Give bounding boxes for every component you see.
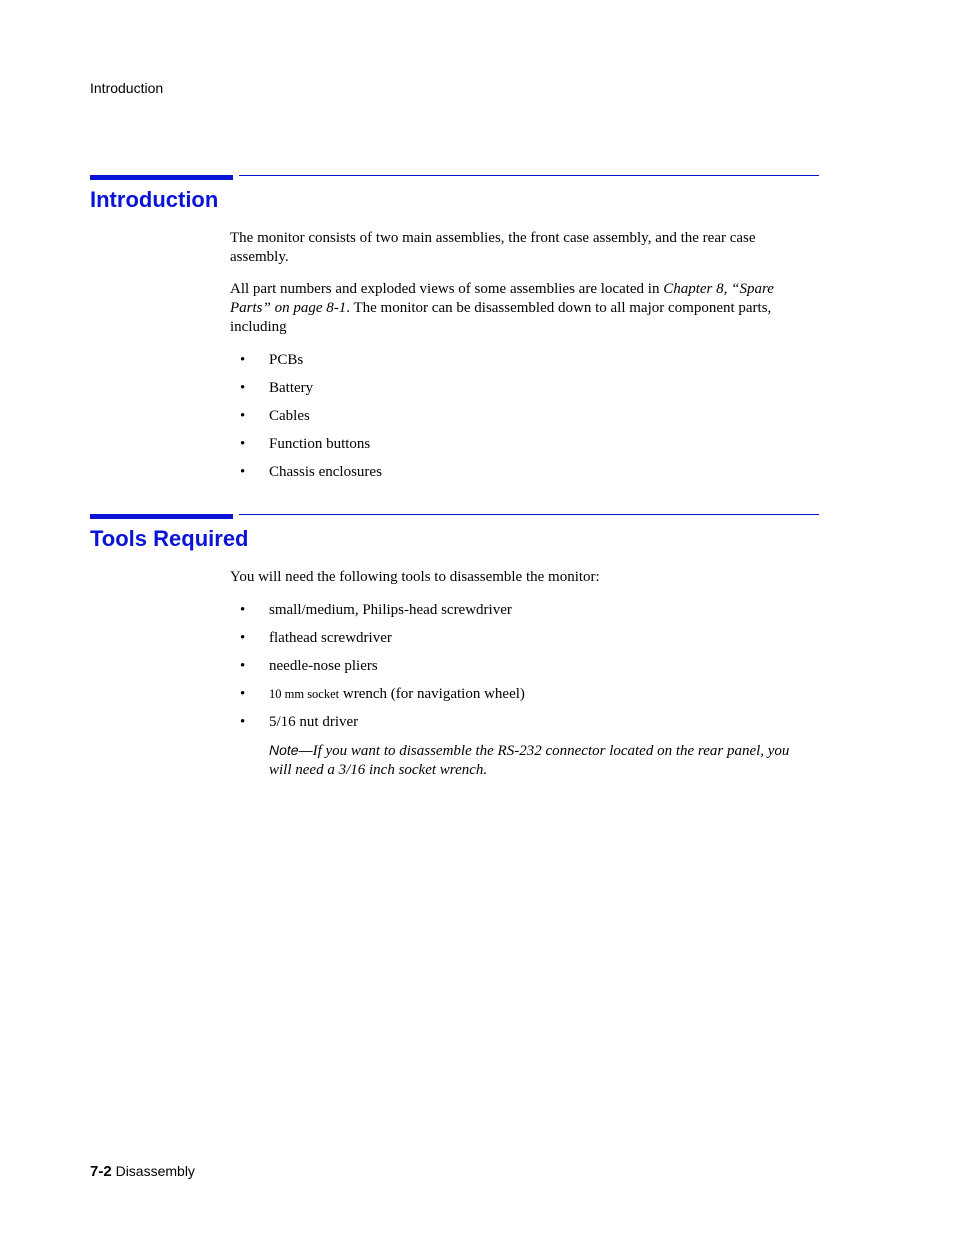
- paragraph-text: . The monitor can be disassembled down to all major component parts, including: [230, 300, 772, 335]
- list-item-text: Chassis enclosures: [269, 464, 382, 480]
- introduction-heading: Introduction: [90, 187, 219, 212]
- section-rule-thick: [90, 175, 233, 180]
- bullet-icon: •: [240, 436, 246, 452]
- note-label: Note—: [269, 742, 313, 758]
- introduction-paragraph-1: The monitor consists of two main assemblies, the front case assembly, and the rear case assembly.: [230, 230, 756, 265]
- section-rule-thick: [90, 514, 233, 519]
- bullet-icon: •: [240, 602, 246, 618]
- note-text: If you want to disassemble the RS-232 connector located on the rear panel, you will need a 3/16 inch socket wrench.: [269, 743, 790, 778]
- introduction-paragraph-2: [230, 280, 810, 337]
- introduction-body: [230, 229, 810, 337]
- tools-required-body: [230, 568, 810, 587]
- chapter-cross-reference-link[interactable]: Chapter 8, “Spare Parts” on page 8-1: [230, 281, 774, 316]
- running-footer: [90, 1163, 195, 1180]
- list-item: [230, 463, 810, 482]
- list-item-text: flathead screwdriver: [269, 630, 392, 646]
- bullet-icon: •: [240, 408, 246, 424]
- list-item: [230, 685, 810, 704]
- list-item-text: 5/16 nut driver: [269, 714, 359, 730]
- tools-list-block: [230, 601, 810, 780]
- bullet-icon: •: [240, 352, 246, 368]
- list-item-text: wrench (for navigation wheel): [339, 686, 525, 702]
- list-item: [230, 351, 810, 370]
- list-item-text: needle-nose pliers: [269, 658, 378, 674]
- list-item-text: 10 mm socket: [269, 687, 340, 701]
- list-item: [230, 713, 810, 732]
- bullet-icon: •: [240, 686, 246, 702]
- running-header: Introduction: [90, 80, 164, 96]
- list-item-text: Battery: [269, 380, 314, 396]
- list-item: [230, 601, 810, 620]
- list-item-text: small/medium, Philips-head screwdriver: [269, 602, 512, 618]
- tools-required-heading: Tools Required: [90, 526, 249, 551]
- bullet-icon: •: [240, 714, 246, 730]
- list-item: [230, 657, 810, 676]
- bullet-icon: •: [240, 380, 246, 396]
- list-item: [230, 379, 810, 398]
- list-item: [230, 407, 810, 426]
- note: [230, 741, 810, 780]
- list-item-text: Cables: [269, 408, 310, 424]
- tools-list: [230, 601, 810, 732]
- tools-intro-paragraph: You will need the following tools to disassemble the monitor:: [230, 569, 600, 585]
- bullet-icon: •: [240, 630, 246, 646]
- bullet-icon: •: [240, 464, 246, 480]
- paragraph-text: All part numbers and exploded views of some assemblies are located in: [230, 281, 664, 297]
- component-parts-list: [230, 351, 810, 491]
- list-item-text: PCBs: [269, 352, 304, 368]
- list-item: [230, 629, 810, 648]
- list-item: [230, 435, 810, 454]
- section-rule-thin: [239, 175, 819, 176]
- list-item-text: Function buttons: [269, 436, 371, 452]
- bullet-icon: •: [240, 658, 246, 674]
- page-number: 7-2: [90, 1163, 112, 1180]
- chapter-title: Disassembly: [115, 1163, 195, 1179]
- section-rule-thin: [239, 514, 819, 515]
